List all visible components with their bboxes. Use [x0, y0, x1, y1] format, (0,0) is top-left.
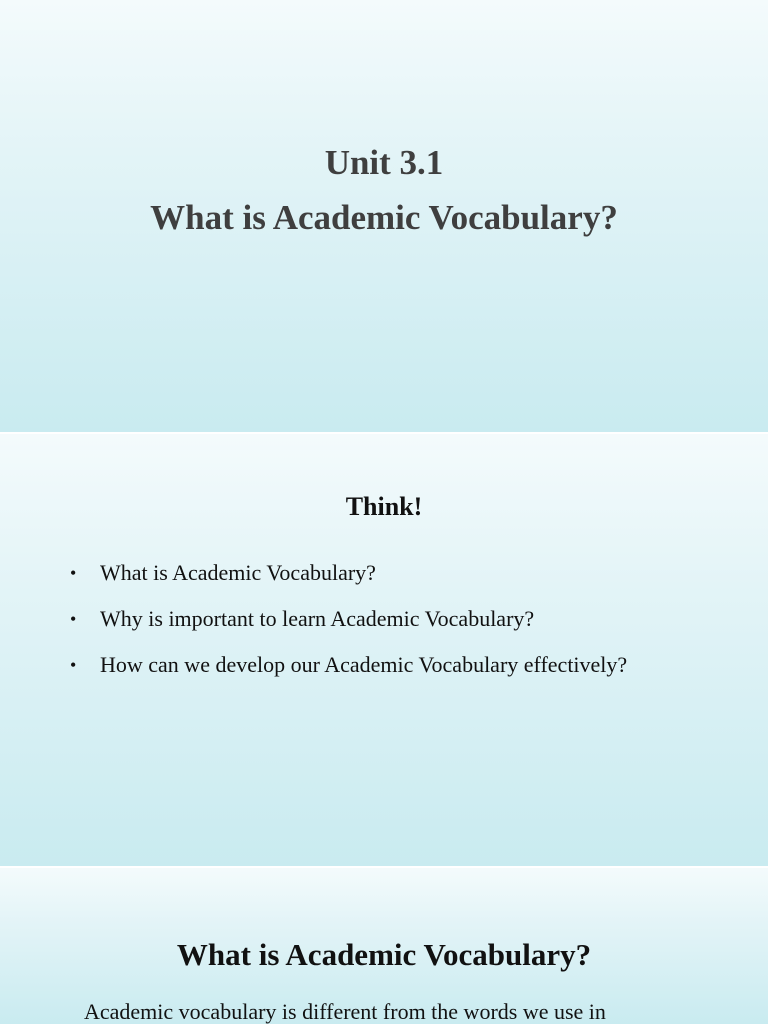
section-heading: What is Academic Vocabulary? [176, 937, 592, 972]
list-item [70, 605, 627, 633]
bullet-icon: • [70, 655, 77, 675]
slide-3 [0, 868, 768, 1024]
list-item [70, 651, 627, 679]
slide-title: What is Academic Vocabulary? [150, 198, 618, 237]
slide-2 [0, 434, 768, 866]
list-item-text: What is Academic Vocabulary? [100, 560, 376, 585]
bullet-icon: • [70, 563, 77, 583]
think-heading: Think! [345, 492, 423, 521]
list-item-text: Why is important to learn Academic Vocabulary? [100, 606, 535, 631]
question-list [70, 559, 627, 697]
unit-title: Unit 3.1 [324, 143, 444, 182]
slide-1 [0, 0, 768, 432]
bullet-icon: • [70, 609, 77, 629]
body-text: Academic vocabulary is different from the words we use in [84, 999, 606, 1024]
list-item [70, 559, 627, 587]
list-item-text: How can we develop our Academic Vocabulary effectively? [100, 652, 628, 677]
